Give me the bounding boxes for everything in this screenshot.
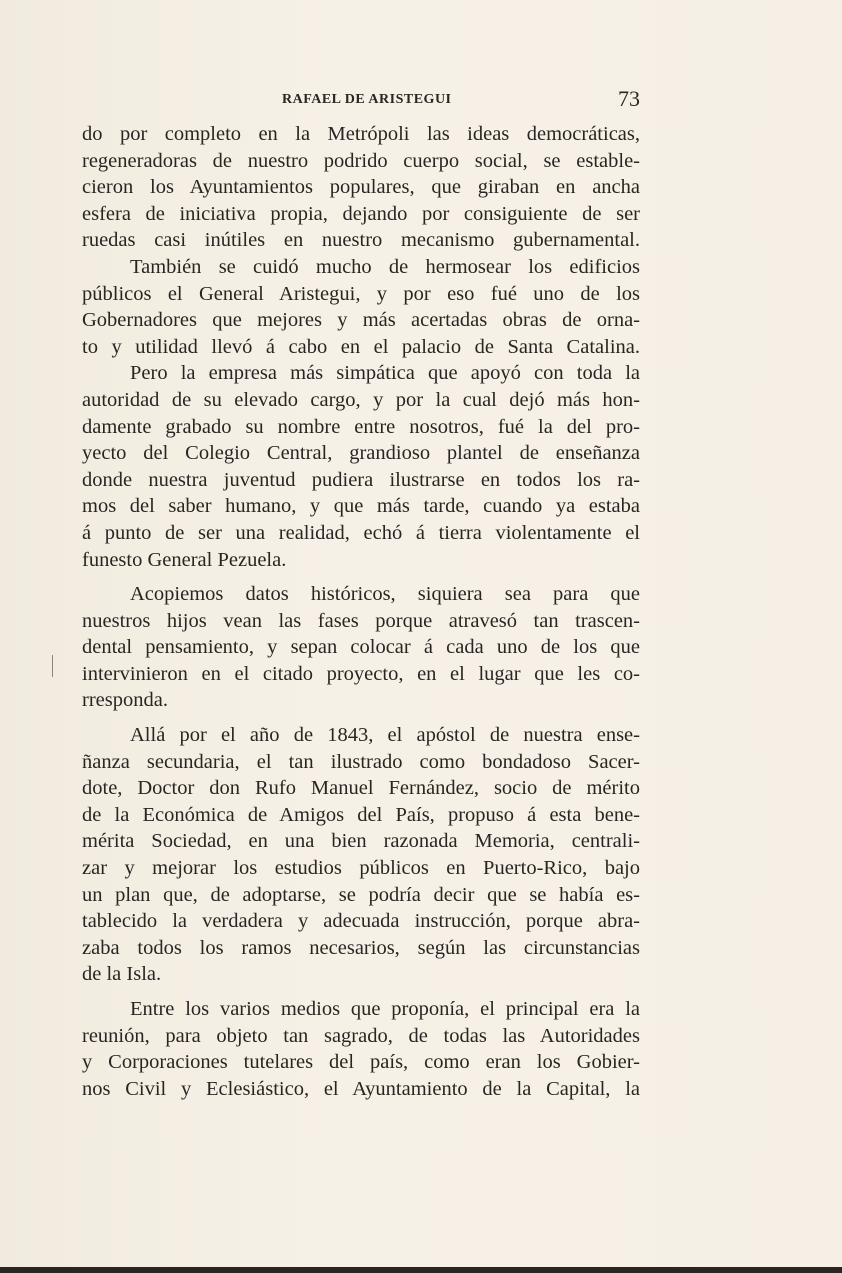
text-line: Entre los varios medios que proponía, el principal era la: [130, 998, 640, 1020]
text-line: á punto de ser una realidad, echó á tierra violentamente el: [82, 521, 640, 544]
paragraph: [82, 996, 640, 1102]
text-line: funesto General Pezuela.: [82, 548, 287, 571]
text-line: donde nuestra juventud pudiera ilustrarse en todos los ra-: [82, 468, 640, 491]
text-line: to y utilidad llevó á cabo en el palacio de Santa Catalina.: [82, 335, 640, 358]
bottom-edge: [0, 1267, 842, 1273]
text-line: autoridad de su elevado cargo, y por la cual dejó más hon-: [82, 388, 640, 411]
text-line: zaba todos los ramos necesarios, según las circunstancias: [82, 936, 640, 959]
text-line: intervinieron en el citado proyecto, en el lugar que les co-: [82, 662, 640, 685]
text-line: mérita Sociedad, en una bien razonada Memoria, centrali-: [82, 830, 640, 853]
page-header: [82, 88, 642, 114]
running-head: RAFAEL DE ARISTEGUI: [282, 92, 452, 107]
text-line: mos del saber humano, y que más tarde, cuando ya estaba: [82, 495, 640, 518]
text-line: nuestros hijos vean las fases porque atravesó tan trascen-: [82, 609, 640, 632]
text-line: regeneradoras de nuestro podrido cuerpo social, se estable-: [82, 149, 640, 172]
text-line: yecto del Colegio Central, grandioso plantel de enseñanza: [82, 442, 640, 465]
text-line: reunión, para objeto tan sagrado, de todas las Autoridades: [82, 1024, 640, 1047]
text-line: rresponda.: [82, 689, 168, 712]
text-line: dote, Doctor don Rufo Manuel Fernández, socio de mérito: [82, 777, 640, 800]
text-line: do por completo en la Metrópoli las ideas democráticas,: [82, 123, 640, 145]
paragraph: [82, 360, 640, 573]
body-text: [82, 121, 640, 1102]
text-line: dental pensamiento, y sepan colocar á cada uno de los que: [82, 636, 640, 659]
text-line: Pero la empresa más simpática que apoyó con toda la: [130, 362, 640, 385]
text-line: Allá por el año de 1843, el apóstol de nuestra ense-: [130, 724, 640, 747]
text-line: un plan que, de adoptarse, se podría decir que se había es-: [82, 883, 640, 906]
paragraph-gap: [82, 573, 640, 581]
paragraph-gap: [82, 988, 640, 996]
text-line: de la Económica de Amigos del País, propuso á esta bene-: [82, 803, 640, 826]
text-line: zar y mejorar los estudios públicos en Puerto-Rico, bajo: [82, 857, 640, 880]
margin-mark: [52, 655, 53, 677]
text-line: damente grabado su nombre entre nosotros, fué la del pro-: [82, 415, 640, 438]
text-line: tablecido la verdadera y adecuada instrucción, porque abra-: [82, 910, 640, 933]
text-line: Gobernadores que mejores y más acertadas obras de orna-: [82, 309, 640, 332]
paragraph-gap: [82, 714, 640, 722]
paragraph: [82, 121, 640, 254]
text-line: esfera de iniciativa propia, dejando por consiguiente de ser: [82, 202, 640, 225]
text-line: ñanza secundaria, el tan ilustrado como bondadoso Sacer-: [82, 750, 640, 773]
text-line: y Corporaciones tutelares del país, como eran los Gobier-: [82, 1051, 640, 1074]
paragraph: [82, 581, 640, 714]
text-line: También se cuidó mucho de hermosear los edificios: [130, 255, 640, 278]
text-line: ruedas casi inútiles en nuestro mecanismo gubernamental.: [82, 229, 640, 252]
paragraph: [82, 254, 640, 360]
paragraph: [82, 722, 640, 988]
text-line: Acopiemos datos históricos, siquiera sea para que: [130, 583, 640, 606]
page-number: 73: [618, 86, 640, 111]
text-line: nos Civil y Eclesiástico, el Ayuntamiento de la Capital, la: [82, 1077, 640, 1100]
text-line: cieron los Ayuntamientos populares, que giraban en ancha: [82, 176, 640, 199]
text-line: de la Isla.: [82, 963, 162, 986]
text-line: públicos el General Aristegui, y por eso fué uno de los: [82, 282, 640, 305]
